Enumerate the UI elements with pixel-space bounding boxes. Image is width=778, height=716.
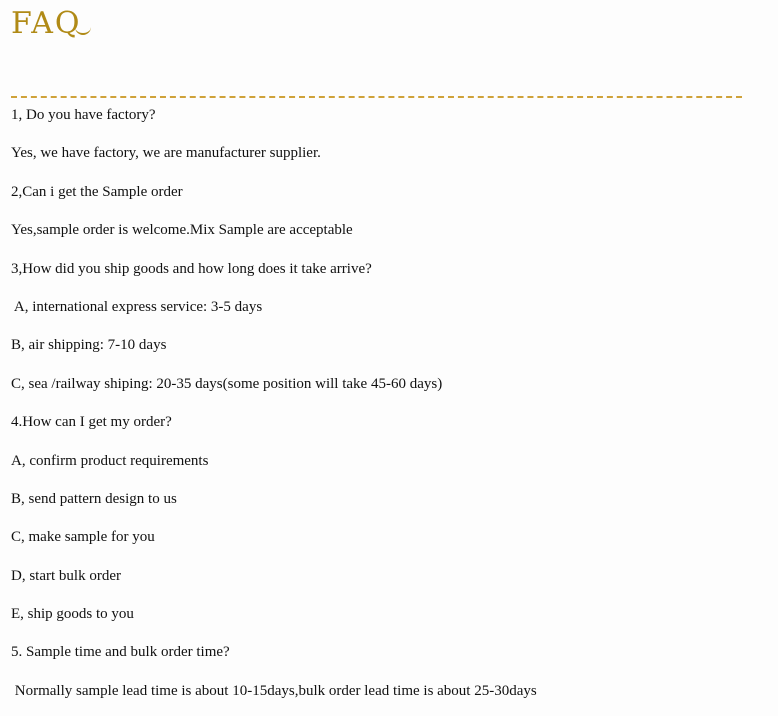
faq-answer-2: Yes,sample order is welcome.Mix Sample are acceptable [11,222,353,239]
faq-answer-4-b: B, send pattern design to us [11,490,177,507]
faq-answer-3-c: C, sea /railway shiping: 20-35 days(some position will take 45-60 days) [11,375,443,392]
title-flourish [75,25,91,35]
faq-question-2: 2,Can i get the Sample order [11,183,183,200]
dashed-divider [11,96,742,98]
faq-answer-4-d: D, start bulk order [11,567,121,584]
faq-question-5: 5. Sample time and bulk order time? [11,644,230,661]
faq-answer-4-e: E, ship goods to you [11,606,134,623]
faq-answer-3-b: B, air shipping: 7-10 days [11,337,167,354]
faq-question-1: 1, Do you have factory? [11,107,156,123]
faq-title-text: FAQ [11,6,82,41]
faq-answer-3-a: A, international express service: 3-5 days [11,298,263,315]
faq-question-4: 4.How can I get my order? [11,414,172,431]
faq-answer-1: Yes, we have factory, we are manufacturer supplier. [11,145,321,162]
faq-title [11,4,91,44]
faq-answer-4-a: A, confirm product requirements [11,452,209,469]
faq-list [11,102,761,716]
faq-answer-4-c: C, make sample for you [11,529,155,546]
faq-question-3: 3,How did you ship goods and how long does it take arrive? [11,260,372,277]
faq-answer-5: Normally sample lead time is about 10-15days,bulk order lead time is about 25-30days [11,682,537,699]
